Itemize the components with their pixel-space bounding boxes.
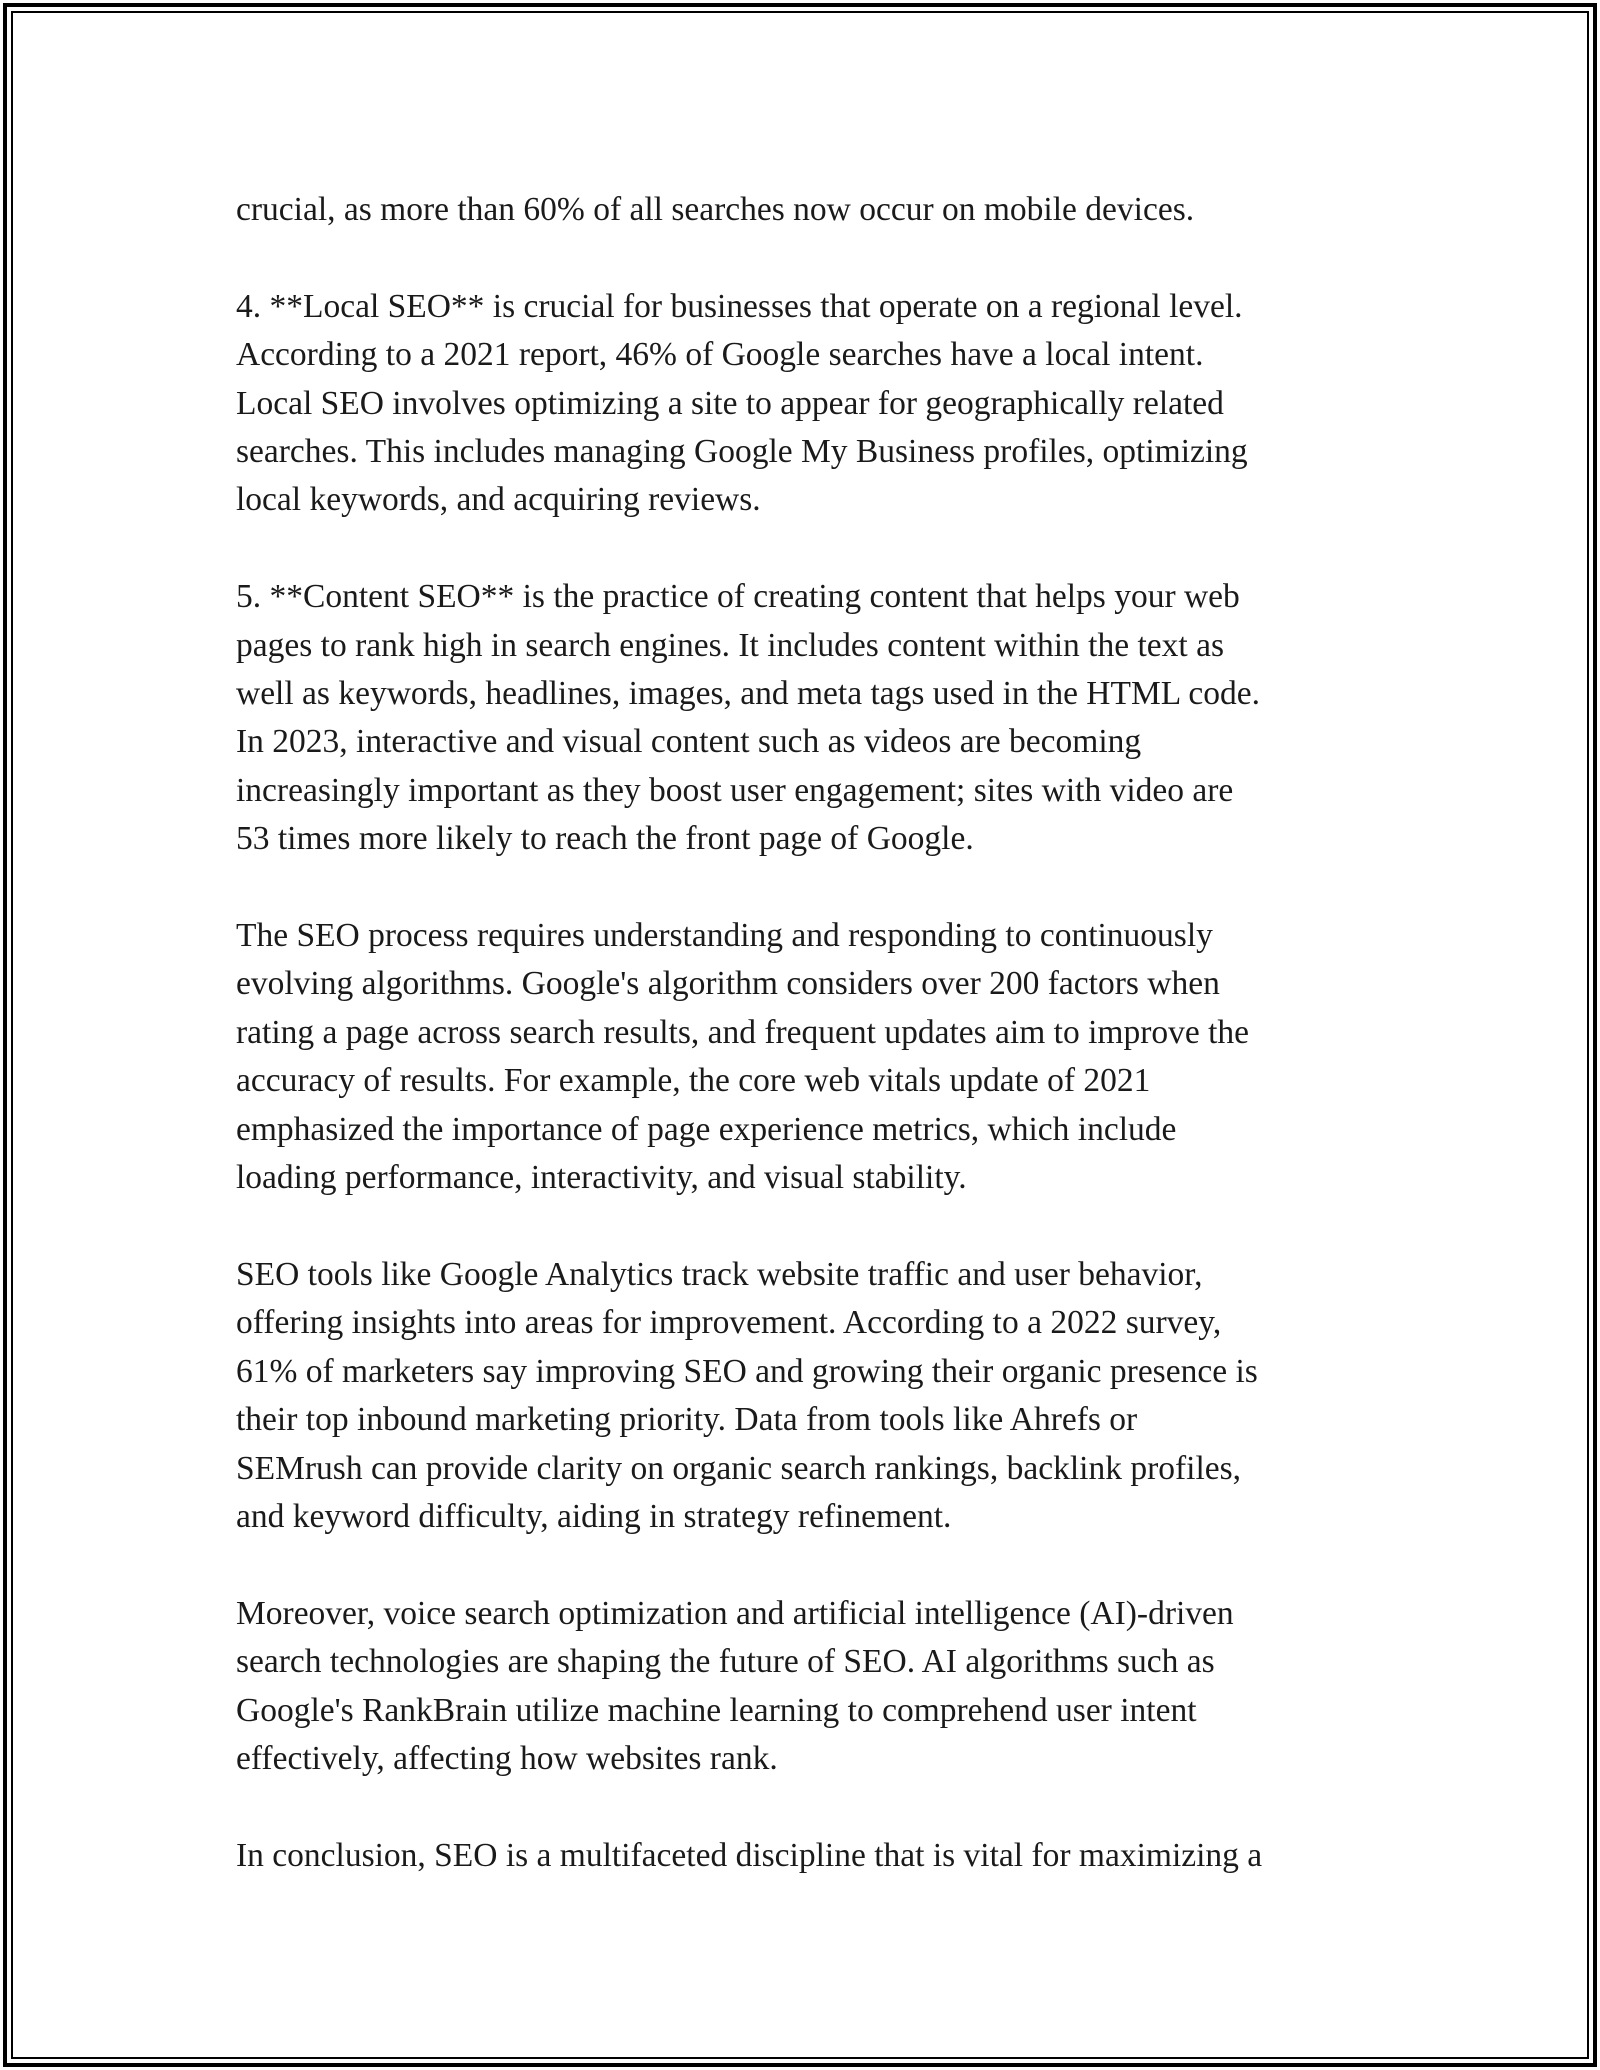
text-line: Google's RankBrain utilize machine learning to comprehend user intent (236, 1691, 1197, 1729)
text-line: increasingly important as they boost user engagement; sites with video are (236, 771, 1234, 809)
text-line: In 2023, interactive and visual content such as videos are becoming (236, 723, 1142, 761)
text-line: offering insights into areas for improvement. According to a 2022 survey, (236, 1304, 1222, 1342)
text-line: their top inbound marketing priority. Data from tools like Ahrefs or (236, 1401, 1138, 1439)
text-line: effectively, affecting how websites rank. (236, 1739, 778, 1777)
paragraph-conclusion (236, 1832, 1376, 1880)
text-line: local keywords, and acquiring reviews. (236, 481, 761, 519)
text-line: searches. This includes managing Google My Business profiles, optimizing (236, 433, 1248, 471)
text-line: well as keywords, headlines, images, and meta tags used in the HTML code. (236, 675, 1260, 713)
text-line: pages to rank high in search engines. It includes content within the text as (236, 626, 1224, 664)
text-line: accuracy of results. For example, the core web vitals update of 2021 (236, 1062, 1151, 1100)
text-line: crucial, as more than 60% of all searches now occur on mobile devices. (236, 191, 1195, 228)
text-line: Local SEO involves optimizing a site to appear for geographically related (236, 384, 1224, 422)
paragraph-seo-process (236, 912, 1376, 1202)
text-line: and keyword difficulty, aiding in strategy refinement. (236, 1497, 952, 1535)
text-line: 4. **Local SEO** is crucial for businesses that operate on a regional level. (236, 287, 1243, 325)
text-line: The SEO process requires understanding and responding to continuously (236, 917, 1213, 955)
document-body (236, 186, 1376, 1880)
paragraph-content-seo (236, 573, 1376, 863)
text-line: 53 times more likely to reach the front page of Google. (236, 820, 974, 858)
text-line: 61% of marketers say improving SEO and growing their organic presence is (236, 1352, 1258, 1390)
text-line: loading performance, interactivity, and visual stability. (236, 1159, 967, 1197)
text-line: rating a page across search results, and frequent updates aim to improve the (236, 1013, 1250, 1051)
paragraph-seo-tools (236, 1251, 1376, 1541)
text-line: 5. **Content SEO** is the practice of creating content that helps your web (236, 578, 1240, 616)
paragraph-mobile-continuation (236, 186, 1376, 234)
text-line: search technologies are shaping the future of SEO. AI algorithms such as (236, 1643, 1215, 1681)
text-line: In conclusion, SEO is a multifaceted discipline that is vital for maximizing a (236, 1836, 1263, 1874)
text-line: According to a 2021 report, 46% of Google searches have a local intent. (236, 336, 1204, 374)
paragraph-voice-ai (236, 1590, 1376, 1784)
text-line: evolving algorithms. Google's algorithm considers over 200 factors when (236, 965, 1220, 1003)
paragraph-local-seo (236, 283, 1376, 525)
text-line: SEMrush can provide clarity on organic search rankings, backlink profiles, (236, 1449, 1242, 1487)
text-line: Moreover, voice search optimization and artificial intelligence (AI)-driven (236, 1594, 1234, 1632)
text-line: SEO tools like Google Analytics track website traffic and user behavior, (236, 1255, 1203, 1293)
text-line: emphasized the importance of page experience metrics, which include (236, 1110, 1177, 1148)
